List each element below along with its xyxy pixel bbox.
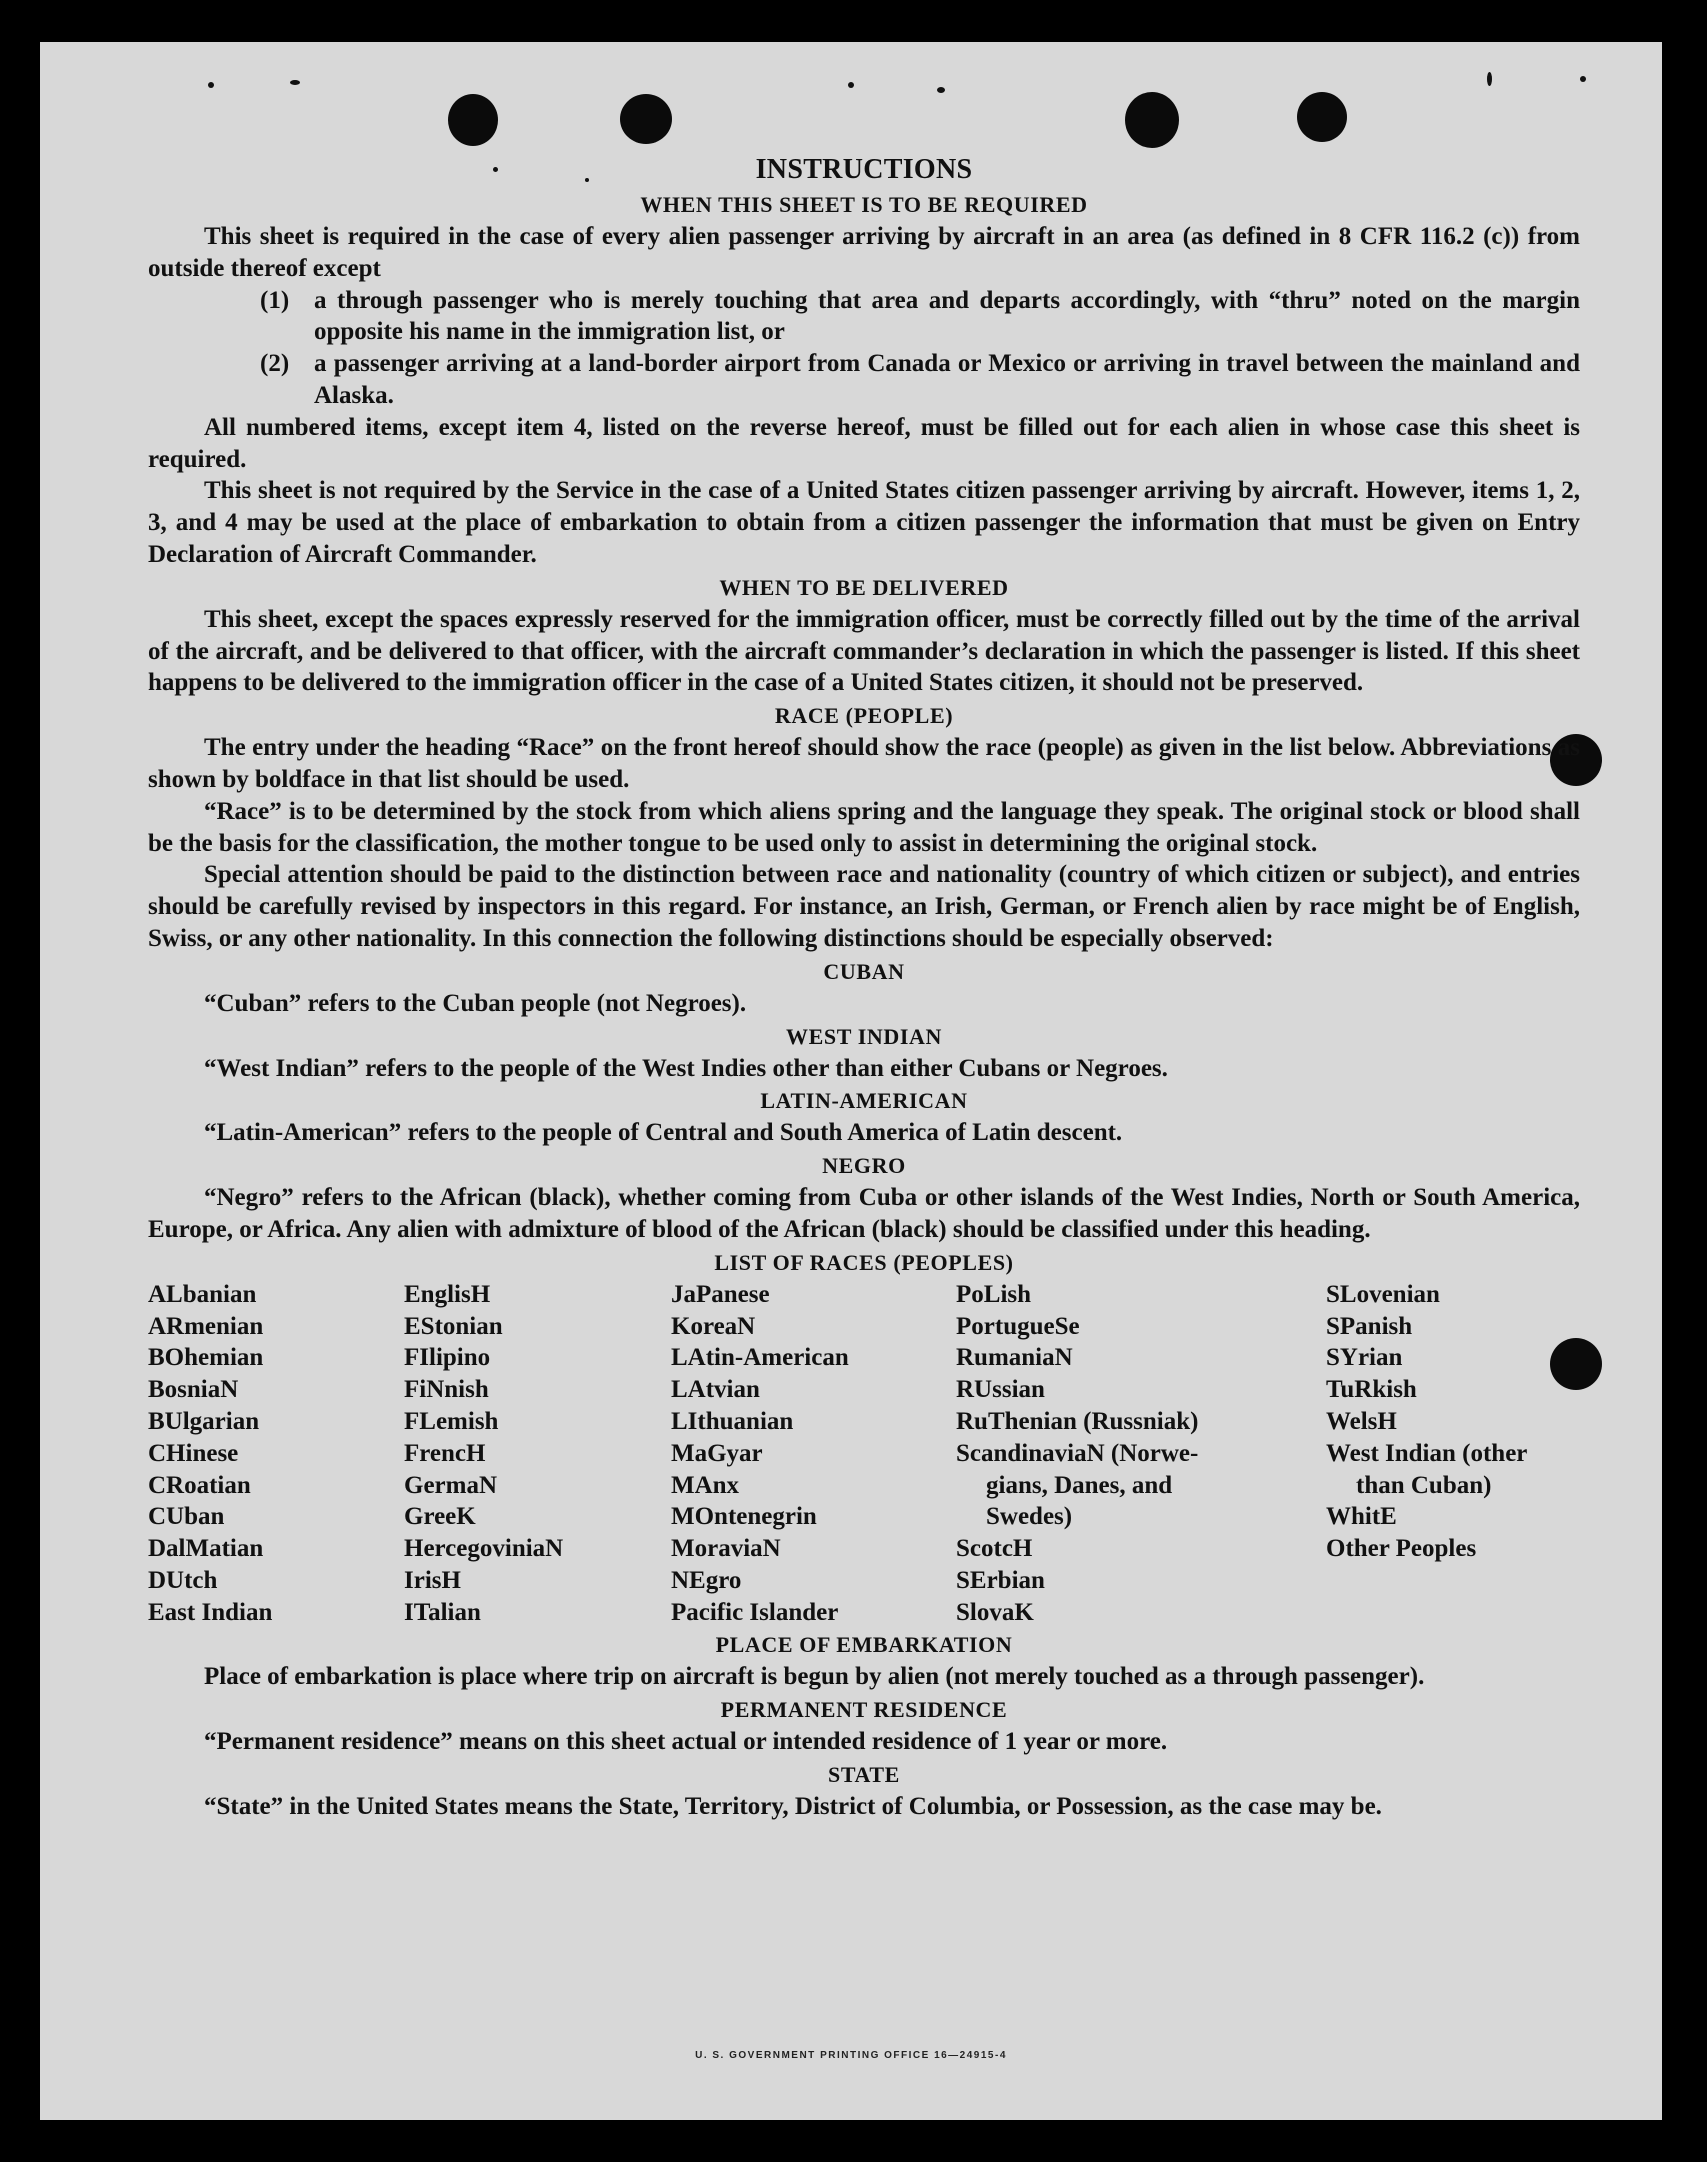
race-entry: Pacific Islander <box>671 1598 839 1626</box>
paragraph: “Race” is to be determined by the stock from which aliens spring and the language they speak. The original stock or blood shall be the basis for the classification, the mother tongue to be used only to assist in determining the original stock. <box>148 797 1580 857</box>
punch-hole <box>620 94 672 144</box>
paragraph: Special attention should be paid to the distinction between race and nationality (country of which citizen or subject), and entries should be carefully revised by inspectors in this regard. For instance, an Irish, German, or French alien by race might be of English, Swiss, or any other nationality. In this connection the following distinctions should be especially observed: <box>148 861 1580 952</box>
race-entry: DUtch <box>148 1566 218 1594</box>
section-heading-cuban: CUBAN <box>823 958 905 984</box>
race-entry: TuRkish <box>1326 1376 1417 1404</box>
paragraph: “State” in the United States means the State, Territory, District of Columbia, or Possession, as the case may be. <box>204 1793 1382 1821</box>
race-entry: KoreaN <box>671 1312 756 1340</box>
race-entry: LIthuanian <box>671 1407 794 1435</box>
paragraph: “Cuban” refers to the Cuban people (not Negroes). <box>204 989 747 1017</box>
document-sheet <box>40 42 1662 2120</box>
race-entry: ITalian <box>404 1598 481 1626</box>
race-entry: WhitE <box>1326 1503 1397 1531</box>
paragraph: Place of embarkation is place where trip on aircraft is begun by alien (not merely touched as a through passenger). <box>204 1663 1425 1691</box>
race-entry: CRoatian <box>148 1471 251 1499</box>
race-entry: MAnx <box>671 1471 740 1499</box>
race-entry: GreeK <box>404 1503 476 1531</box>
speck <box>208 82 214 88</box>
speck <box>1580 76 1586 82</box>
race-entry: ALbanian <box>148 1280 257 1308</box>
section-heading-delivered: WHEN TO BE DELIVERED <box>719 574 1009 600</box>
race-entry: ARmenian <box>148 1312 264 1340</box>
race-entry: EnglisH <box>404 1280 491 1308</box>
section-heading-west-indian: WEST INDIAN <box>786 1023 942 1049</box>
paragraph: This sheet is required in the case of every alien passenger arriving by aircraft in an area (as defined in 8 CFR 116.2 (c)) from outside thereof except <box>148 223 1580 282</box>
race-entry: RUssian <box>956 1376 1045 1404</box>
instructions-content <box>148 152 1580 1823</box>
race-entry: LAtin-American <box>671 1344 849 1372</box>
section-heading-race: RACE (PEOPLE) <box>774 703 954 729</box>
race-entry: CUban <box>148 1503 225 1531</box>
section-heading-list-of-races: LIST OF RACES (PEOPLES) <box>714 1249 1014 1275</box>
race-entry: SErbian <box>956 1566 1045 1594</box>
item-number: (2) <box>260 350 290 378</box>
race-entry: FrencH <box>404 1439 486 1467</box>
race-entry: PoLish <box>956 1280 1032 1308</box>
races-column <box>671 1279 956 1629</box>
race-entry: MaGyar <box>671 1439 763 1467</box>
race-entry: SlovaK <box>956 1598 1034 1626</box>
race-entry: CHinese <box>148 1439 239 1467</box>
race-entry: MOntenegrin <box>671 1503 817 1531</box>
races-column <box>148 1279 404 1629</box>
section-heading-residence: PERMANENT RESIDENCE <box>720 1697 1008 1723</box>
speck <box>937 87 945 93</box>
race-entry: EStonian <box>404 1312 503 1340</box>
race-entry: IrisH <box>404 1566 461 1594</box>
paragraph: “West Indian” refers to the people of the West Indies other than either Cubans or Negroes. <box>204 1054 1168 1082</box>
list-item <box>148 348 1580 412</box>
race-entry: gians, Danes, and <box>986 1471 1173 1499</box>
paragraph: This sheet is not required by the Service in the case of a United States citizen passenger arriving by aircraft. However, items 1, 2, 3, and 4 may be used at the place of embarkation to obtain from a citizen passenger the information that must be given on Entry Declaration of Aircraft Commander. <box>148 477 1580 568</box>
race-entry: ScandinaviaN (Norwe- <box>956 1439 1199 1467</box>
punch-hole <box>1297 92 1347 142</box>
race-entry: BUlgarian <box>148 1407 260 1435</box>
paragraph: “Permanent residence” means on this sheet actual or intended residence of 1 year or more. <box>204 1728 1168 1756</box>
race-entry: BOhemian <box>148 1344 264 1372</box>
speck <box>848 82 854 88</box>
speck <box>1487 72 1492 86</box>
race-entry: NEgro <box>671 1566 742 1594</box>
punch-hole <box>1125 92 1179 148</box>
race-entry: HercegoviniaN <box>404 1535 564 1563</box>
race-entry: East Indian <box>148 1598 273 1626</box>
punch-hole <box>448 94 498 146</box>
section-heading-state: STATE <box>828 1762 900 1788</box>
paragraph: All numbered items, except item 4, listed on the reverse hereof, must be filled out for each alien in whose case this sheet is required. <box>148 413 1580 473</box>
race-entry: BosniaN <box>148 1376 239 1404</box>
race-entry: West Indian (other <box>1326 1439 1528 1467</box>
race-entry: JaPanese <box>671 1280 770 1308</box>
page-title: INSTRUCTIONS <box>755 154 973 185</box>
race-entry: than Cuban) <box>1356 1471 1492 1499</box>
race-entry: FiNnish <box>404 1376 489 1404</box>
race-entry: LAtvian <box>671 1376 760 1404</box>
paragraph: “Negro” refers to the African (black), whether coming from Cuba or other islands of the West Indies, North or South America, Europe, or Africa. Any alien with admixture of blood of the African (black) should be classified under this heading. <box>148 1184 1580 1243</box>
race-entry: RuThenian (Russniak) <box>956 1407 1199 1435</box>
item-text: a passenger arriving at a land-border airport from Canada or Mexico or arriving in travel between the mainland and Alaska. <box>314 350 1580 409</box>
race-entry: GermaN <box>404 1471 498 1499</box>
race-entry: FLemish <box>404 1407 499 1435</box>
race-entry: ScotcH <box>956 1535 1033 1563</box>
race-entry: Other Peoples <box>1326 1535 1477 1563</box>
race-entry: WelsH <box>1326 1407 1397 1435</box>
race-entry: RumaniaN <box>956 1344 1073 1372</box>
section-heading-latin-american: LATIN-AMERICAN <box>760 1088 968 1114</box>
race-entry: DalMatian <box>148 1535 264 1563</box>
races-list <box>148 1279 1580 1629</box>
section-heading-embarkation: PLACE OF EMBARKATION <box>715 1632 1013 1658</box>
printing-office-footer: U. S. GOVERNMENT PRINTING OFFICE 16—24915-4 <box>695 2050 1007 2061</box>
race-entry: PortugueSe <box>956 1312 1080 1340</box>
races-column <box>404 1279 671 1629</box>
section-heading-negro: NEGRO <box>822 1153 906 1179</box>
paragraph: The entry under the heading “Race” on the front hereof should show the race (people) as given in the list below. Abbreviations as shown by boldface in that list should be used. <box>148 734 1580 793</box>
paragraph: This sheet, except the spaces expressly reserved for the immigration officer, must be correctly filled out by the time of the arrival of the aircraft, and be delivered to that officer, with the aircraft commander’s declaration in which the passenger is listed. If this sheet happens to be delivered to the immigration officer in the case of a United States citizen, it should not be preserved. <box>148 605 1580 697</box>
race-entry: MoraviaN <box>671 1535 781 1563</box>
race-entry: SYrian <box>1326 1344 1403 1372</box>
races-column <box>956 1279 1326 1629</box>
speck <box>290 80 300 85</box>
race-entry: SPanish <box>1326 1312 1413 1340</box>
item-number: (1) <box>260 286 290 314</box>
race-entry: FIlipino <box>404 1344 491 1372</box>
races-column <box>1326 1279 1580 1629</box>
race-entry: SLovenian <box>1326 1280 1440 1308</box>
section-heading-required: WHEN THIS SHEET IS TO BE REQUIRED <box>640 192 1088 217</box>
item-text: a through passenger who is merely touching that area and departs accordingly, with “thru” noted on the margin opposite his name in the immigration list, or <box>314 286 1580 346</box>
list-item <box>148 285 1580 349</box>
race-entry: Swedes) <box>986 1503 1073 1531</box>
paragraph: “Latin-American” refers to the people of Central and South America of Latin descent. <box>204 1119 1123 1147</box>
